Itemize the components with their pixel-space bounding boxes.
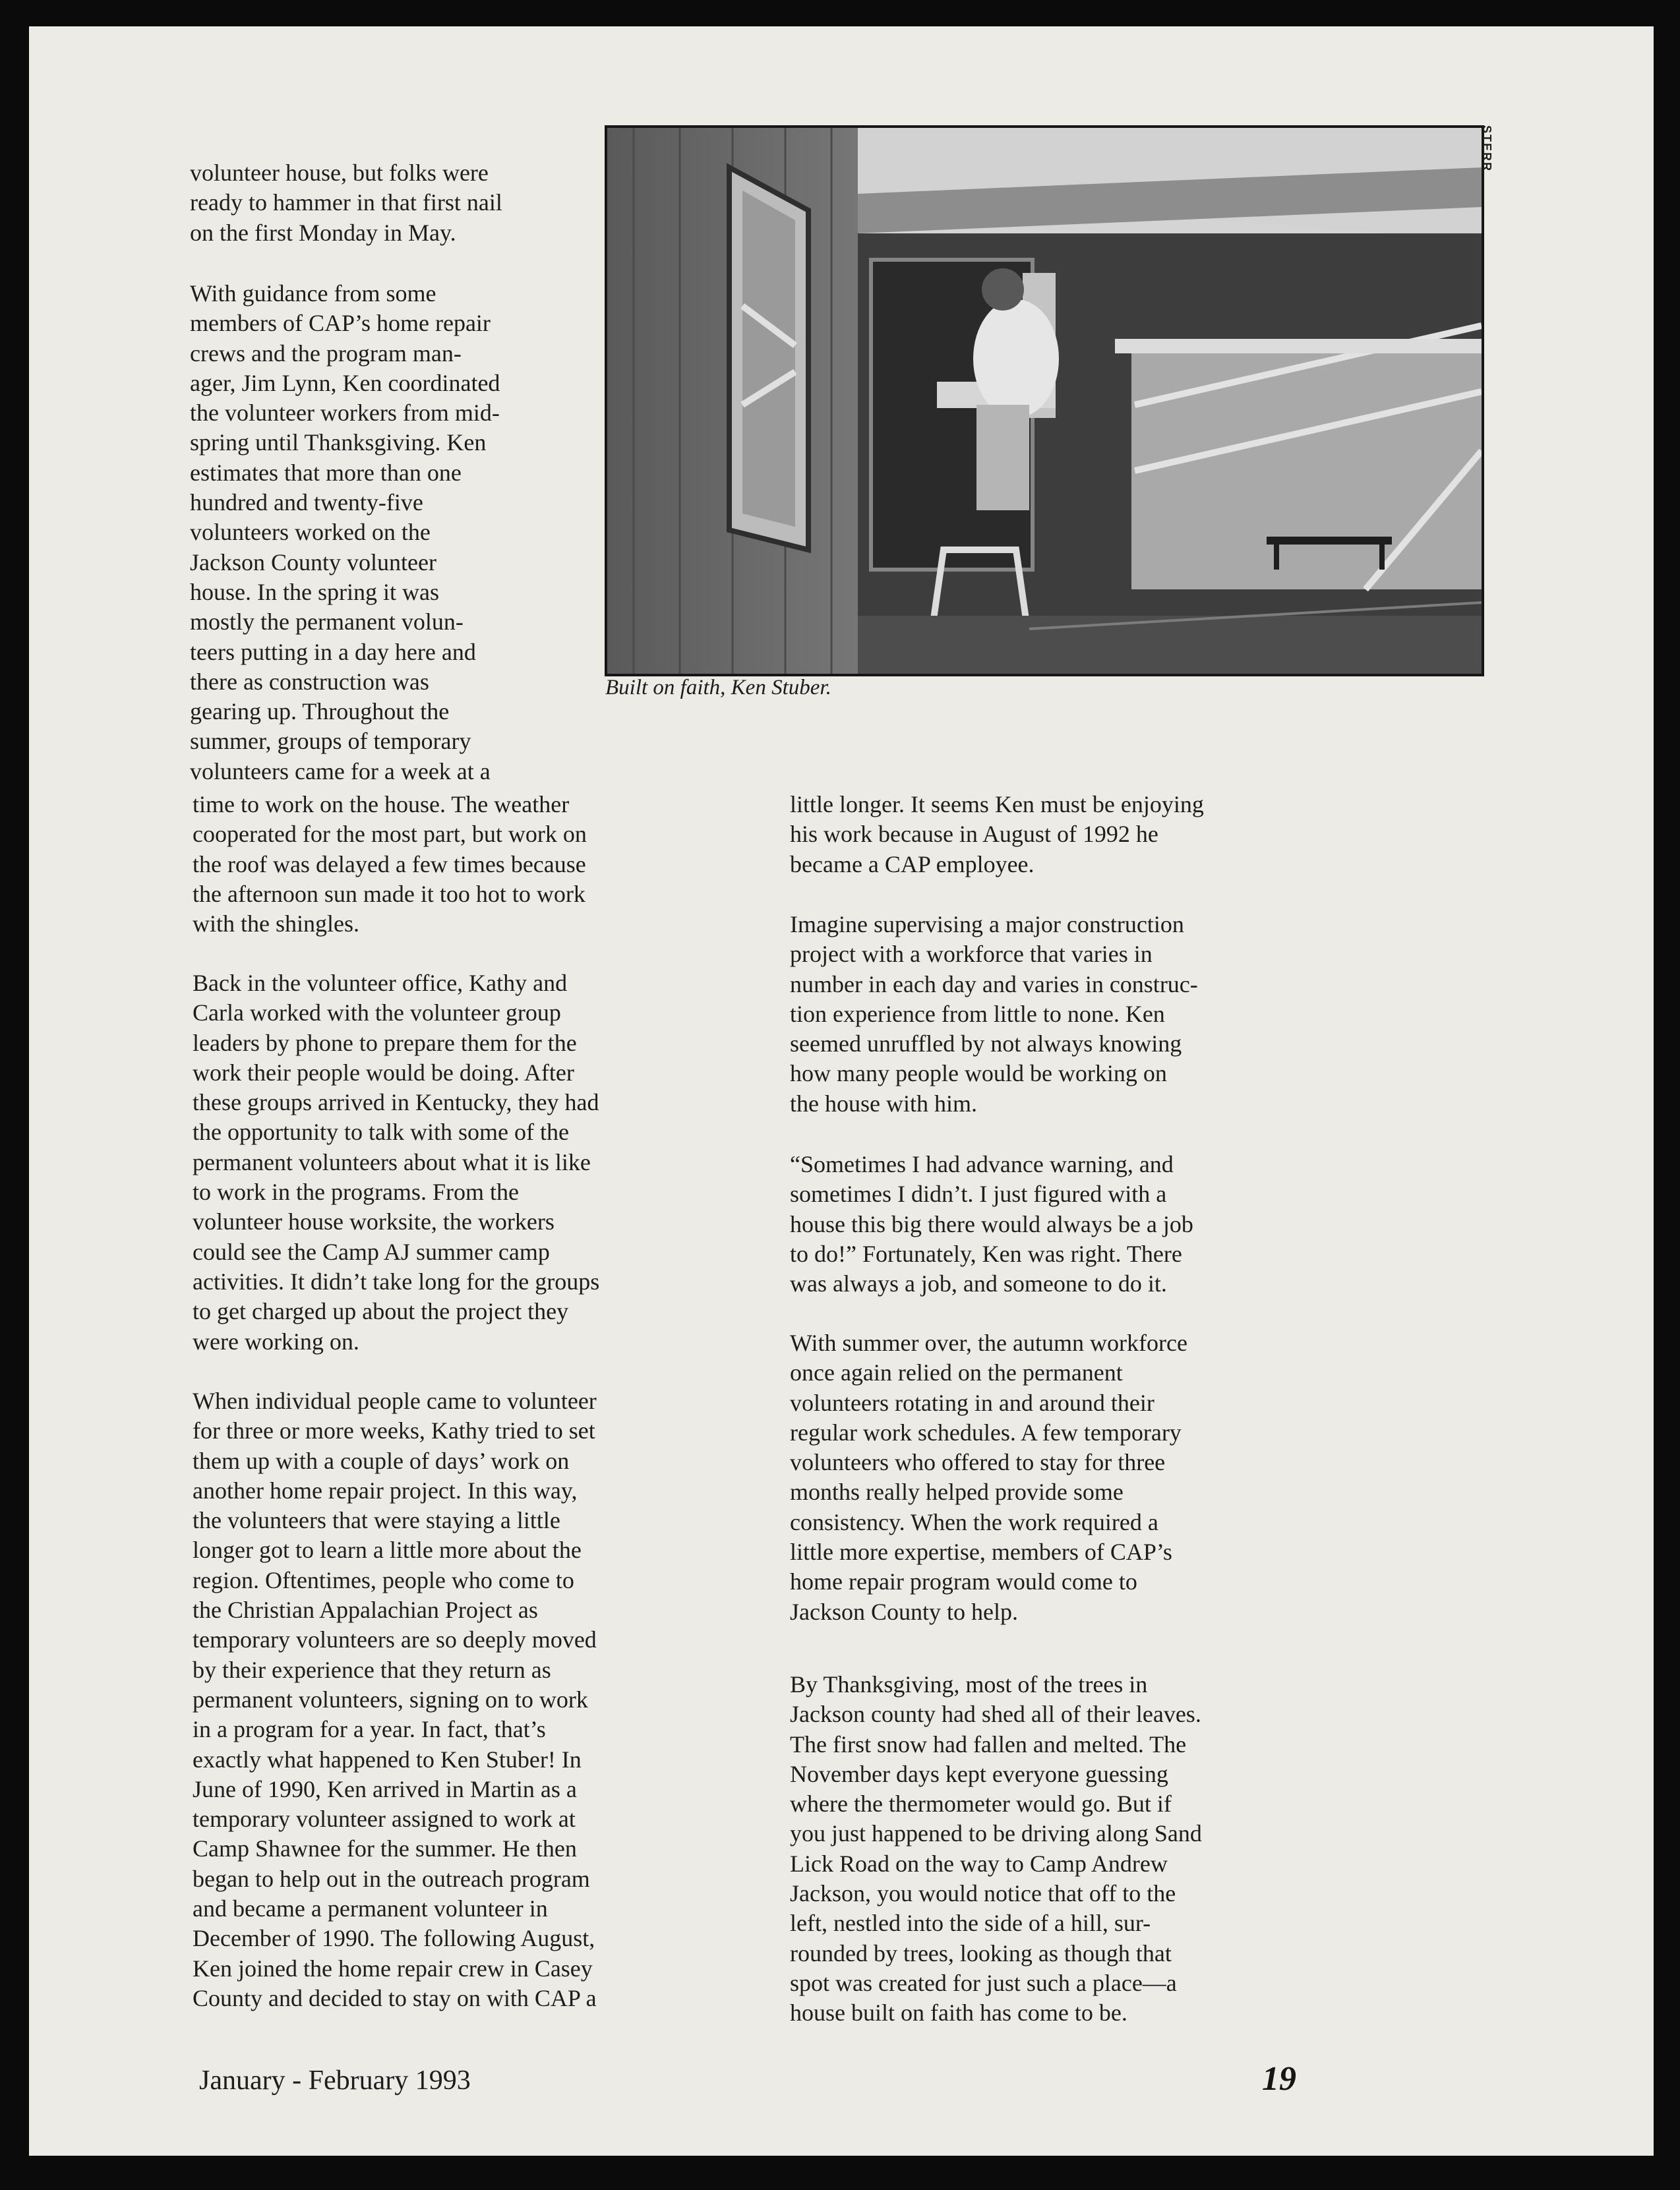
paragraph-imagine-supervising: Imagine supervising a major construction project with a workforce that varies in number in each day and varies in construc- tion experience from little to none. Ken seemed unruffled by not always knowing how many people would be working on the house with him. — [790, 911, 1198, 1117]
construction-photo-image — [607, 128, 1482, 674]
paragraph-autumn-workforce: With summer over, the autumn workforce once again relied on the permanent volunteers rotating in and around their regular work schedules. A few temporary volunteers who offered to stay for three months really helped provide some consistency. When the work required a little more expertise, members of CAP’s home repair program would come to Jackson County to help. — [790, 1330, 1187, 1625]
photo-credit: STERR — [1480, 125, 1493, 173]
page-number: 19 — [1262, 2060, 1296, 2098]
paragraph-guidance: With guidance from some members of CAP’s home repair crews and the program man- ager, Jim Lynn, Ken coordinated the volunteer workers from mid- spring until Thanksgiving. Ken estimates that more than one hundred and twenty-five volunteers worked on the Jackson County volunteer house. In the spring it was mostly the permanent volun- teers putting in a day here and there as construction was gearing up. Throughout the summer, groups of temporary volunteers came for a week at a — [190, 280, 500, 784]
construction-photo — [605, 125, 1484, 676]
paragraph-house-ready: volunteer house, but folks were ready to hammer in that first nail on the first Monday in May. — [190, 160, 502, 246]
paragraph-quote: “Sometimes I had advance warning, and sometimes I didn’t. I just figured with a house this big there would always be a job to do!” Fortunately, Ken was right. There was always a job, and someone to do it. — [790, 1151, 1193, 1297]
paragraph-volunteer-office: Back in the volunteer office, Kathy and Carla worked with the volunteer group leaders by phone to prepare them for the work their people would be doing. After these groups arrived in Kentucky, they had the opportunity to talk with some of the permanent volunteers about what it is like to work in the programs. From the volunteer house worksite, the workers could see the Camp AJ summer camp activities. It didn’t take long for the groups to get charged up about the project they were working on. — [193, 970, 600, 1355]
paragraph-guidance-continued: time to work on the house. The weather cooperated for the most part, but work on the roof was delayed a few times because the afternoon sun made it too hot to work with the shingles. — [193, 791, 587, 937]
paragraph-individual-volunteers: When individual people came to volunteer for three or more weeks, Kathy tried to set them up with a couple of days’ work on another home repair project. In this way, the volunteers that were staying a little longer got to learn a little more about the region. Oftentimes, people who come to the Christian Appalachian Project as temporary volunteers are so deeply moved by their experience that they return as permanent volunteers, signing on to work in a program for a year. In fact, that’s exactly what happened to Ken Stuber! In June of 1990, Ken arrived in Martin as a temporary volunteer assigned to work at Camp Shawnee for the summer. He then began to help out in the outreach program and became a permanent volunteer in December of 1990. The following August, Ken joined the home repair crew in Casey County and decided to stay on with CAP a — [193, 1388, 597, 2011]
paragraph-cap-employee: little longer. It seems Ken must be enjoying his work because in August of 1992 he became a CAP employee. — [790, 791, 1204, 877]
paragraph-thanksgiving: By Thanksgiving, most of the trees in Jackson county had shed all of their leaves. The first snow had fallen and melted. The November days kept everyone guessing where the thermometer would go. But if you just happened to be driving along Sand Lick Road on the way to Camp Andrew Jackson, you would notice that off to the left, nestled into the side of a hill, sur- rounded by trees, looking as though that spot was created for just such a place—a house built on faith has come to be. — [790, 1671, 1202, 2027]
magazine-page — [29, 26, 1654, 2156]
issue-date: January - February 1993 — [199, 2065, 471, 2096]
photo-caption: Built on faith, Ken Stuber. — [605, 676, 831, 699]
